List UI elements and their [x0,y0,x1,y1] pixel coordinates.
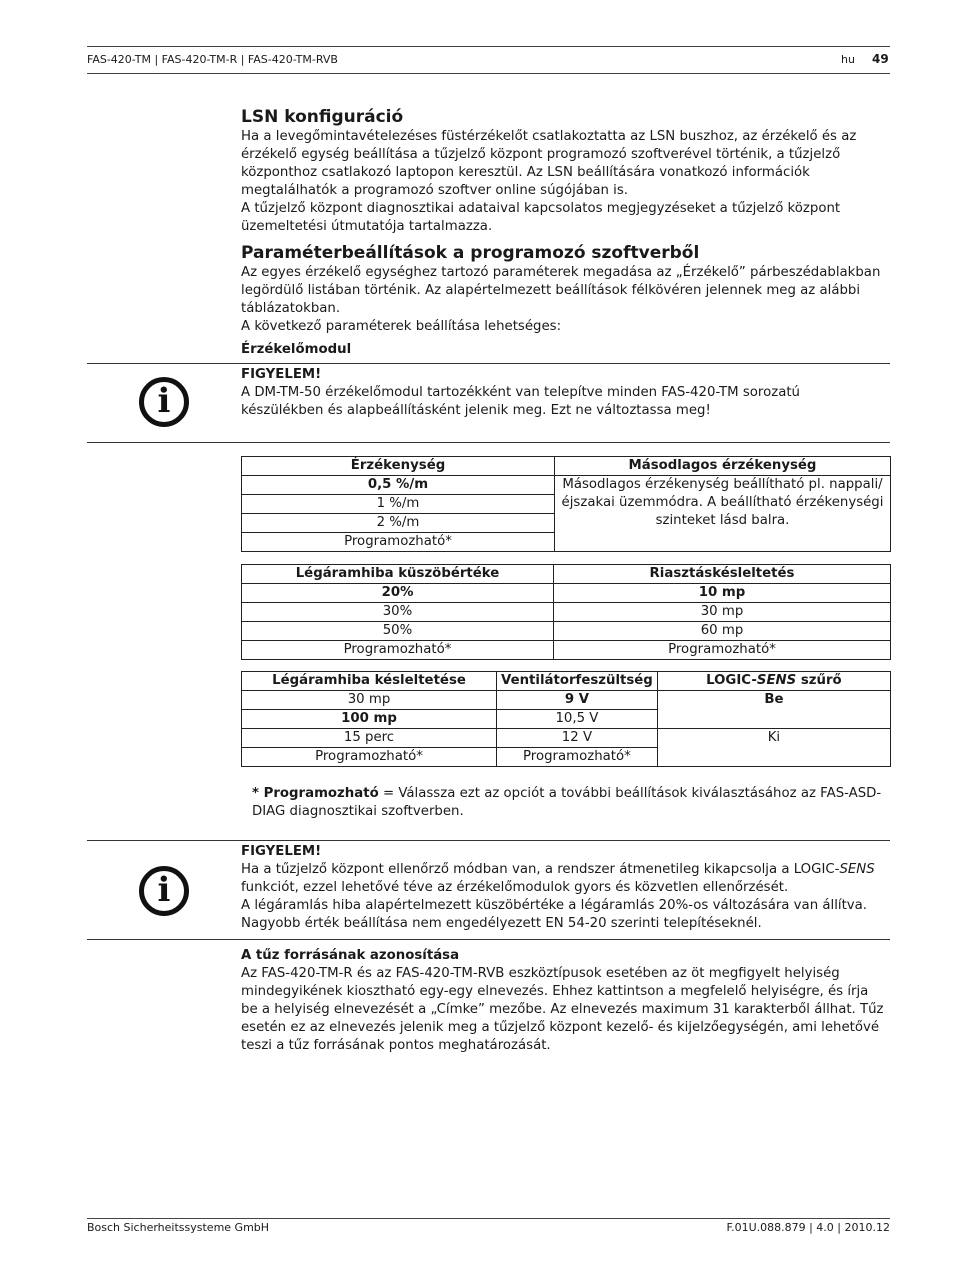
secondary-sensitivity-cell [555,476,891,552]
notice2-text: Ha a tűzjelző központ ellenőrző módban van, a rendszer átmenetileg kikapcsolja a LOGIC- [241,862,840,877]
filter-off-cell: Ki [657,729,890,767]
lsn-line: megtalálhatók a programozó szoftver online súgójában is. [241,183,629,198]
lsn-line: üzemeltetési útmutatója tartalmazza. [241,219,493,234]
notice2-label: FIGYELEM! [241,844,322,859]
notice2 [241,843,891,933]
notice1-line: A DM-TM-50 érzékelőmodul tartozékként van telepítve minden FAS-420-TM sorozatú [241,385,800,400]
table-cell-line: szinteket lásd balra. [655,513,790,528]
params-line: legördülő listában történik. Az alapértelmezett beállítások félkövéren jelennek meg az alábbi [241,283,861,298]
airflow-threshold-table [241,564,891,660]
footer-rule [87,1218,890,1219]
table-cell-line: éjszakai üzemmódra. A beállítható érzékenységi [561,495,884,510]
table-cell: 10,5 V [497,710,658,729]
table-cell: 30 mp [554,603,891,622]
info-icon: i [139,377,189,427]
notice2-line: Nagyobb érték beállítása nem engedélyezett EN 54-20 szerinti telepítéseknél. [241,916,762,931]
notice2-italic: SENS [839,862,875,877]
table-cell: 60 mp [554,622,891,641]
table-cell: Programozható* [242,641,554,660]
filter-on-cell: Be [657,691,890,729]
fire-source-section [241,947,891,1055]
header-bottom-rule [87,73,890,74]
notice2-line: A légáramlás hiba alapértelmezett küszöbértéke a légáramlás 20%-os változására van állítva. [241,898,868,913]
header-part: szűrő [796,673,842,688]
notice1 [241,366,891,420]
table-cell: Programozható* [242,748,497,767]
table-cell: 30 mp [242,691,497,710]
airflow-delay-table [241,671,891,767]
lsn-line: központhoz csatlakozó laptopon keresztül. Az LSN beállítására vonatkozó információk [241,165,810,180]
fire-line: teszi a tűz forrásának pontos meghatározását. [241,1038,551,1053]
footnote-term: * Programozható [252,786,379,801]
lsn-line: érzékelő egység beállítása a tűzjelző központ programozó szoftverével történik, a tűzjelző [241,147,841,162]
notice1-top-rule [87,363,890,364]
notice1-bottom-rule [87,442,890,443]
table-cell: 0,5 %/m [242,476,555,495]
params-subheading: Érzékelőmodul [241,342,352,357]
fire-source-heading: A tűz forrásának azonosítása [241,948,460,963]
lsn-heading: LSN konfiguráció [241,107,404,127]
sensitivity-table [241,456,891,552]
footnote-line: DIAG diagnosztikai szoftverben. [252,804,464,819]
table-header: Ventilátorfeszültség [497,672,658,691]
table-cell: Programozható* [497,748,658,767]
header-page-number: 49 [872,52,889,66]
table-header: Érzékenység [242,457,555,476]
header-top-rule [87,46,890,47]
info-icon: i [139,866,189,916]
footer-doc-id: F.01U.088.879 | 4.0 | 2010.12 [726,1221,890,1234]
lsn-line: Ha a levegőmintavételezéses füstérzékelőt csatlakoztatta az LSN buszhoz, az érzékelő és az [241,129,857,144]
fire-line: Az FAS-420-TM-R és az FAS-420-TM-RVB eszköztípusok esetében az öt megfigyelt helyiség [241,966,840,981]
footnote-line [252,785,892,803]
table-cell: 20% [242,584,554,603]
footer-company: Bosch Sicherheitssysteme GmbH [87,1221,270,1234]
notice2-line [241,861,891,879]
table-cell: 15 perc [242,729,497,748]
table-cell: Programozható* [242,533,555,552]
table-header: Riasztáskésleltetés [554,565,891,584]
footnote-text: = Válassza ezt az opciót a további beállítások kiválasztásához az FAS-ASD- [378,786,882,801]
notice1-line: készülékben és alapbeállításként jelenik meg. Ezt ne változtassa meg! [241,403,711,418]
fire-line: esetén ez az elnevezés jelenik meg a tűzjelző központ kezelő- és kijelzőegységén, ami lehetővé [241,1020,880,1035]
table-cell-line: Másodlagos érzékenység beállítható pl. nappali/ [562,477,883,492]
params-section [241,242,891,359]
table-cell: 1 %/m [242,495,555,514]
params-line: A következő paraméterek beállítása lehetséges: [241,319,562,334]
table-cell: Programozható* [554,641,891,660]
params-line: Az egyes érzékelő egységhez tartozó paraméterek megadása az „Érzékelő” párbeszédablakban [241,265,881,280]
table-cell: 10 mp [554,584,891,603]
table-cell: 2 %/m [242,514,555,533]
lsn-line: A tűzjelző központ diagnosztikai adataival kapcsolatos megjegyzéseket a tűzjelző központ [241,201,841,216]
params-heading: Paraméterbeállítások a programozó szoftverből [241,243,700,263]
table-cell: 50% [242,622,554,641]
notice2-top-rule [87,840,890,841]
table-cell: 9 V [497,691,658,710]
header-part: LOGIC- [706,673,757,688]
fire-line: mindegyikének kiosztható egy-egy elnevezés. Ehhez kattintson a megfelelő helyiségre, és írja [241,984,869,999]
table-header: Légáramhiba küszöbértéke [242,565,554,584]
footnote [252,785,892,821]
header-models: FAS-420-TM | FAS-420-TM-R | FAS-420-TM-RVB [87,53,338,66]
table-header-logic-sens [657,672,890,691]
params-line: táblázatokban. [241,301,341,316]
table-cell: 100 mp [242,710,497,729]
header-part-italic: SENS [756,673,797,688]
table-cell: 12 V [497,729,658,748]
table-cell: 30% [242,603,554,622]
table-header: Légáramhiba késleltetése [242,672,497,691]
header-language: hu [841,53,855,66]
lsn-section [241,106,891,236]
fire-line: be a helyiség elnevezését a „Címke” mezőbe. Az elnevezés maximum 31 karakterből állhat. Tűz [241,1002,884,1017]
table-header: Másodlagos érzékenység [555,457,891,476]
notice2-line: funkciót, ezzel lehetővé téve az érzékelőmodulok gyors és közvetlen ellenőrzését. [241,880,789,895]
notice2-bottom-rule [87,939,890,940]
notice1-label: FIGYELEM! [241,367,322,382]
